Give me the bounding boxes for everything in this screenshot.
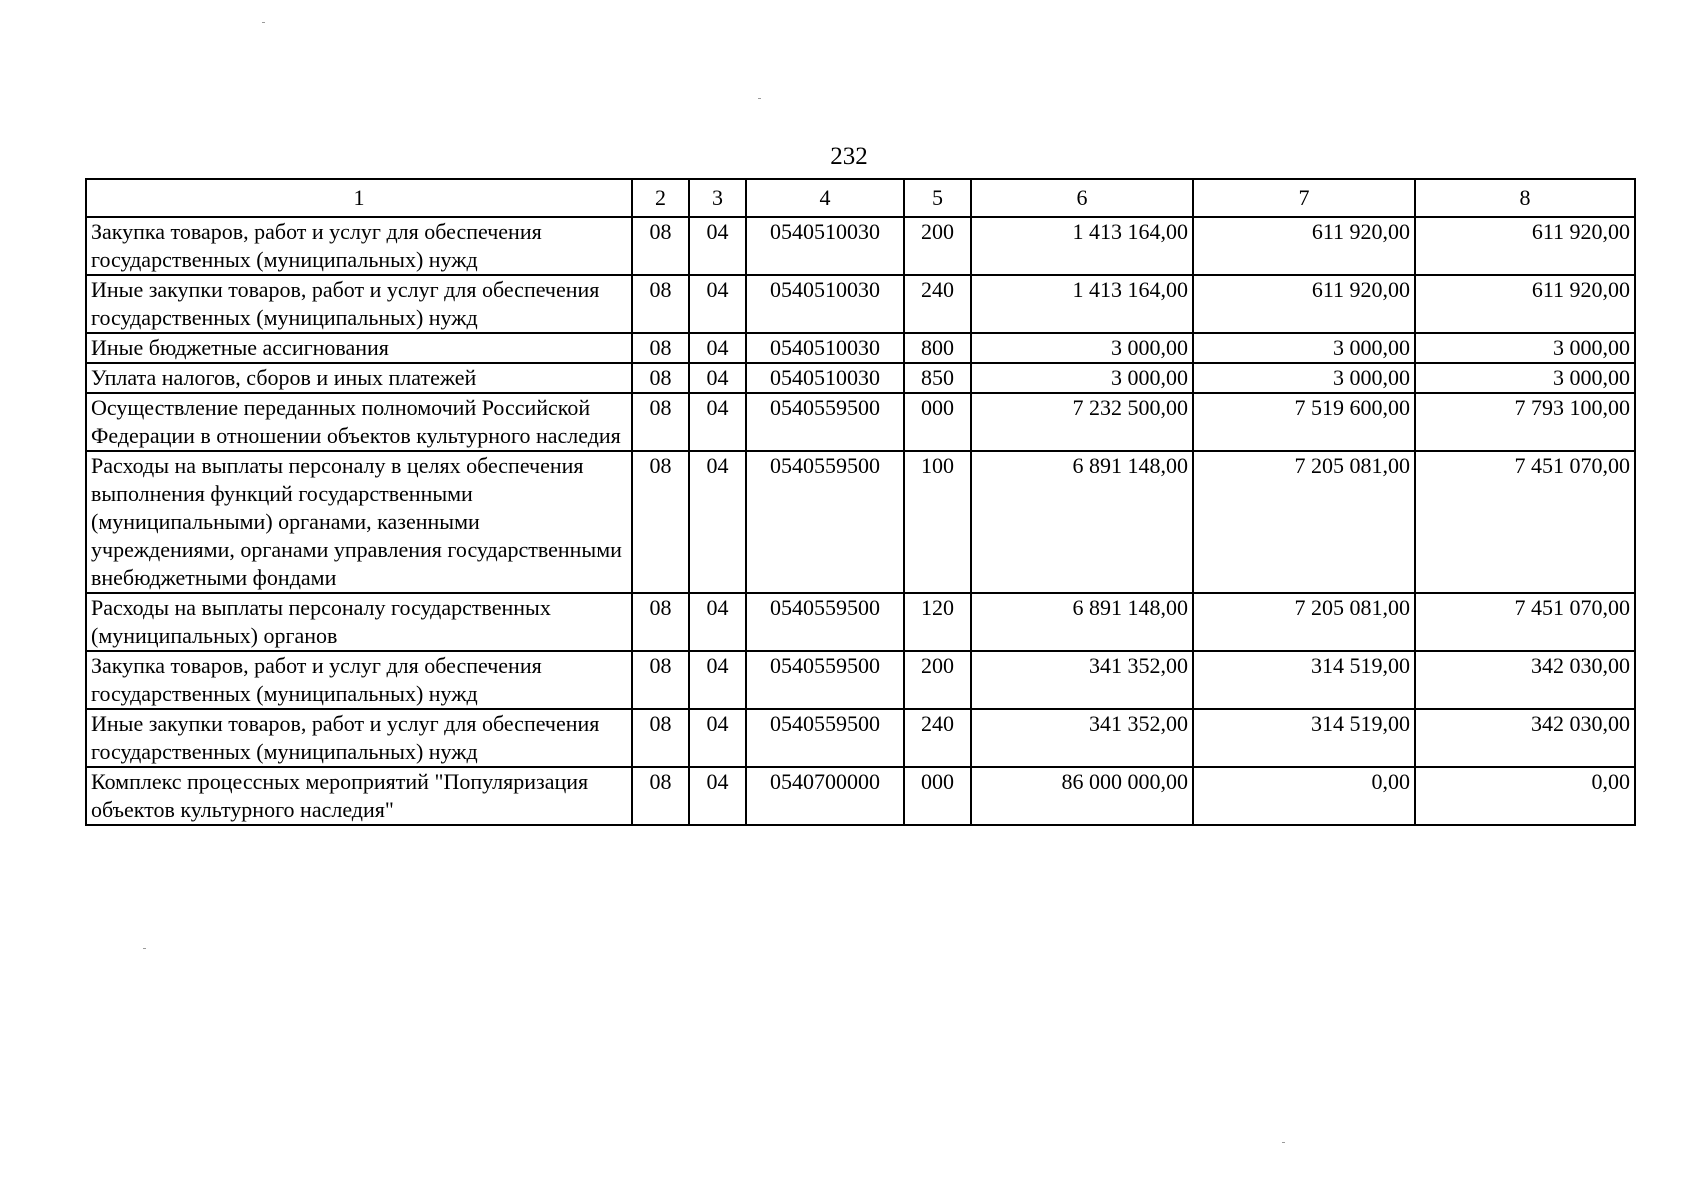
amount-cell: 611 920,00 bbox=[1415, 275, 1635, 333]
row-name-cell: Иные закупки товаров, работ и услуг для обеспечения государственных (муниципальных) нужд bbox=[86, 275, 632, 333]
column-header: 5 bbox=[904, 179, 971, 217]
table-row bbox=[86, 767, 1635, 825]
amount-cell: 6 891 148,00 bbox=[971, 451, 1193, 593]
amount-cell: 6 891 148,00 bbox=[971, 593, 1193, 651]
table-row bbox=[86, 593, 1635, 651]
table-row bbox=[86, 451, 1635, 593]
subsection-cell: 04 bbox=[689, 451, 746, 593]
expense-type-cell: 850 bbox=[904, 363, 971, 393]
amount-cell: 0,00 bbox=[1193, 767, 1415, 825]
column-header: 4 bbox=[746, 179, 904, 217]
amount-cell: 1 413 164,00 bbox=[971, 275, 1193, 333]
section-cell: 08 bbox=[632, 333, 689, 363]
target-article-cell: 0540510030 bbox=[746, 217, 904, 275]
section-cell: 08 bbox=[632, 593, 689, 651]
table-header-row bbox=[86, 179, 1635, 217]
subsection-cell: 04 bbox=[689, 275, 746, 333]
expense-type-cell: 200 bbox=[904, 651, 971, 709]
subsection-cell: 04 bbox=[689, 593, 746, 651]
amount-cell: 7 793 100,00 bbox=[1415, 393, 1635, 451]
target-article-cell: 0540510030 bbox=[746, 275, 904, 333]
amount-cell: 341 352,00 bbox=[971, 709, 1193, 767]
amount-cell: 611 920,00 bbox=[1415, 217, 1635, 275]
row-name-cell: Иные закупки товаров, работ и услуг для обеспечения государственных (муниципальных) нужд bbox=[86, 709, 632, 767]
target-article-cell: 0540559500 bbox=[746, 651, 904, 709]
amount-cell: 611 920,00 bbox=[1193, 217, 1415, 275]
amount-cell: 3 000,00 bbox=[971, 333, 1193, 363]
amount-cell: 314 519,00 bbox=[1193, 651, 1415, 709]
target-article-cell: 0540559500 bbox=[746, 451, 904, 593]
section-cell: 08 bbox=[632, 451, 689, 593]
amount-cell: 3 000,00 bbox=[971, 363, 1193, 393]
amount-cell: 342 030,00 bbox=[1415, 651, 1635, 709]
subsection-cell: 04 bbox=[689, 767, 746, 825]
expense-type-cell: 000 bbox=[904, 767, 971, 825]
table-row bbox=[86, 363, 1635, 393]
amount-cell: 7 519 600,00 bbox=[1193, 393, 1415, 451]
page-number: 232 bbox=[830, 143, 868, 170]
row-name-cell: Закупка товаров, работ и услуг для обеспечения государственных (муниципальных) нужд bbox=[86, 651, 632, 709]
amount-cell: 611 920,00 bbox=[1193, 275, 1415, 333]
expense-type-cell: 800 bbox=[904, 333, 971, 363]
table-row bbox=[86, 709, 1635, 767]
expense-type-cell: 240 bbox=[904, 709, 971, 767]
budget-table bbox=[85, 178, 1636, 826]
column-header: 8 bbox=[1415, 179, 1635, 217]
target-article-cell: 0540510030 bbox=[746, 333, 904, 363]
row-name-cell: Закупка товаров, работ и услуг для обеспечения государственных (муниципальных) нужд bbox=[86, 217, 632, 275]
expense-type-cell: 240 bbox=[904, 275, 971, 333]
amount-cell: 1 413 164,00 bbox=[971, 217, 1193, 275]
subsection-cell: 04 bbox=[689, 363, 746, 393]
row-name-cell: Расходы на выплаты персоналу государственных (муниципальных) органов bbox=[86, 593, 632, 651]
table-row bbox=[86, 217, 1635, 275]
subsection-cell: 04 bbox=[689, 393, 746, 451]
section-cell: 08 bbox=[632, 363, 689, 393]
amount-cell: 3 000,00 bbox=[1415, 363, 1635, 393]
section-cell: 08 bbox=[632, 275, 689, 333]
expense-type-cell: 200 bbox=[904, 217, 971, 275]
subsection-cell: 04 bbox=[689, 709, 746, 767]
subsection-cell: 04 bbox=[689, 217, 746, 275]
section-cell: 08 bbox=[632, 767, 689, 825]
amount-cell: 0,00 bbox=[1415, 767, 1635, 825]
subsection-cell: 04 bbox=[689, 651, 746, 709]
amount-cell: 341 352,00 bbox=[971, 651, 1193, 709]
amount-cell: 314 519,00 bbox=[1193, 709, 1415, 767]
target-article-cell: 0540559500 bbox=[746, 593, 904, 651]
table-row bbox=[86, 333, 1635, 363]
scan-speck bbox=[262, 22, 265, 23]
amount-cell: 3 000,00 bbox=[1193, 363, 1415, 393]
row-name-cell: Комплекс процессных мероприятий "Популяризация объектов культурного наследия" bbox=[86, 767, 632, 825]
amount-cell: 3 000,00 bbox=[1193, 333, 1415, 363]
expense-type-cell: 100 bbox=[904, 451, 971, 593]
table-row bbox=[86, 275, 1635, 333]
column-header: 7 bbox=[1193, 179, 1415, 217]
column-header: 1 bbox=[86, 179, 632, 217]
amount-cell: 3 000,00 bbox=[1415, 333, 1635, 363]
amount-cell: 7 451 070,00 bbox=[1415, 593, 1635, 651]
scan-speck bbox=[758, 98, 761, 99]
amount-cell: 7 232 500,00 bbox=[971, 393, 1193, 451]
target-article-cell: 0540510030 bbox=[746, 363, 904, 393]
section-cell: 08 bbox=[632, 651, 689, 709]
target-article-cell: 0540559500 bbox=[746, 393, 904, 451]
row-name-cell: Уплата налогов, сборов и иных платежей bbox=[86, 363, 632, 393]
target-article-cell: 0540559500 bbox=[746, 709, 904, 767]
subsection-cell: 04 bbox=[689, 333, 746, 363]
expense-type-cell: 000 bbox=[904, 393, 971, 451]
expense-type-cell: 120 bbox=[904, 593, 971, 651]
section-cell: 08 bbox=[632, 709, 689, 767]
row-name-cell: Осуществление переданных полномочий Российской Федерации в отношении объектов культурного наследия bbox=[86, 393, 632, 451]
amount-cell: 7 205 081,00 bbox=[1193, 593, 1415, 651]
target-article-cell: 0540700000 bbox=[746, 767, 904, 825]
amount-cell: 7 451 070,00 bbox=[1415, 451, 1635, 593]
scan-speck bbox=[143, 948, 146, 949]
column-header: 2 bbox=[632, 179, 689, 217]
section-cell: 08 bbox=[632, 217, 689, 275]
column-header: 6 bbox=[971, 179, 1193, 217]
amount-cell: 86 000 000,00 bbox=[971, 767, 1193, 825]
table-row bbox=[86, 393, 1635, 451]
section-cell: 08 bbox=[632, 393, 689, 451]
amount-cell: 7 205 081,00 bbox=[1193, 451, 1415, 593]
row-name-cell: Иные бюджетные ассигнования bbox=[86, 333, 632, 363]
scan-speck bbox=[1282, 1142, 1285, 1143]
column-header: 3 bbox=[689, 179, 746, 217]
table-row bbox=[86, 651, 1635, 709]
amount-cell: 342 030,00 bbox=[1415, 709, 1635, 767]
row-name-cell: Расходы на выплаты персоналу в целях обеспечения выполнения функций государственными (муниципальными) органами, казенными учреждениями, органами управления государственными внебюджетными фондами bbox=[86, 451, 632, 593]
